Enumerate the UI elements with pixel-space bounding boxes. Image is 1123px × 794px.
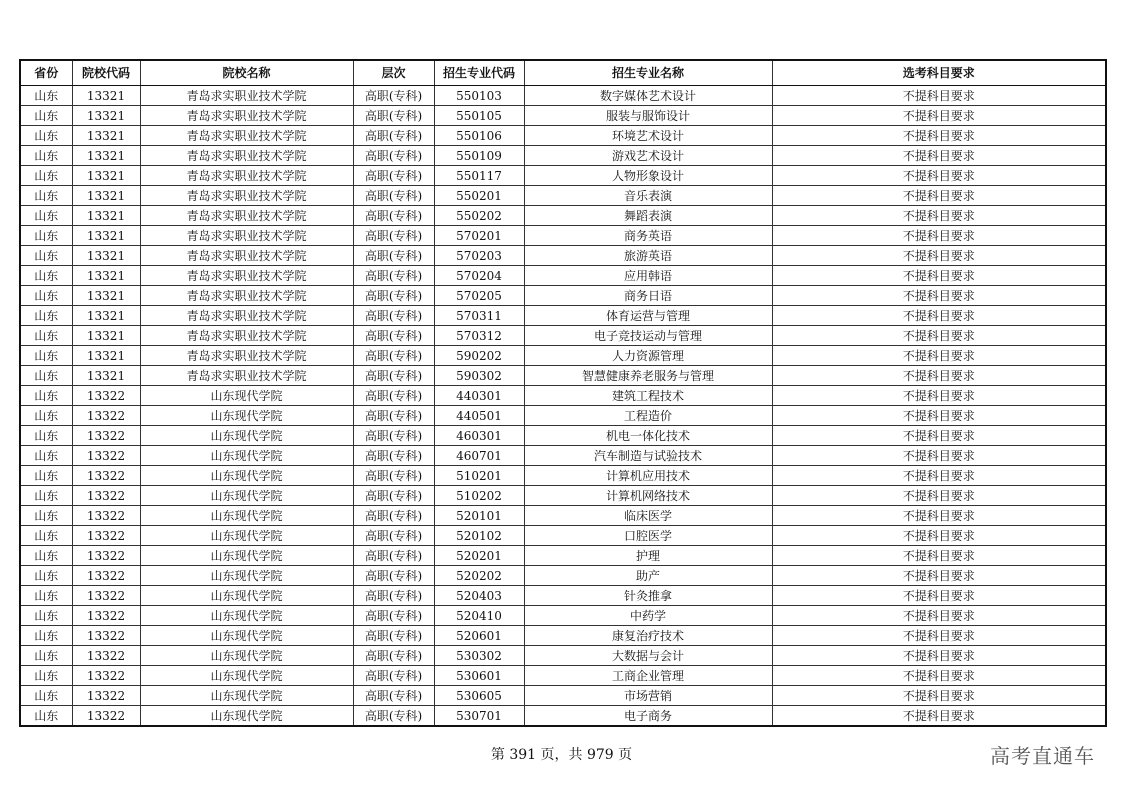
- watermark-logo: 高考直通车: [990, 744, 1095, 768]
- header-level: 层次: [353, 60, 434, 86]
- table-row: [20, 166, 1106, 186]
- cell-level: 高职(专科): [353, 186, 434, 206]
- table-row: [20, 526, 1106, 546]
- cell-school-code: 13321: [72, 146, 140, 166]
- cell-province: 山东: [20, 386, 72, 406]
- cell-major-name: 应用韩语: [524, 266, 772, 286]
- cell-level: 高职(专科): [353, 146, 434, 166]
- table-row: [20, 326, 1106, 346]
- cell-major-name: 体育运营与管理: [524, 306, 772, 326]
- cell-province: 山东: [20, 106, 72, 126]
- cell-school-code: 13322: [72, 386, 140, 406]
- cell-school-code: 13322: [72, 526, 140, 546]
- cell-major-code: 510202: [434, 486, 524, 506]
- table-row: [20, 106, 1106, 126]
- cell-major-code: 530605: [434, 686, 524, 706]
- cell-province: 山东: [20, 606, 72, 626]
- cell-level: 高职(专科): [353, 86, 434, 106]
- cell-school-name: 青岛求实职业技术学院: [140, 366, 353, 386]
- cell-major-code: 550105: [434, 106, 524, 126]
- cell-school-code: 13321: [72, 166, 140, 186]
- cell-major-code: 460701: [434, 446, 524, 466]
- table-row: [20, 666, 1106, 686]
- cell-major-code: 550202: [434, 206, 524, 226]
- cell-province: 山东: [20, 186, 72, 206]
- cell-major-name: 音乐表演: [524, 186, 772, 206]
- cell-school-code: 13321: [72, 226, 140, 246]
- cell-subject-requirement: 不提科目要求: [772, 646, 1106, 666]
- cell-subject-requirement: 不提科目要求: [772, 166, 1106, 186]
- cell-subject-requirement: 不提科目要求: [772, 506, 1106, 526]
- cell-subject-requirement: 不提科目要求: [772, 526, 1106, 546]
- cell-school-name: 山东现代学院: [140, 426, 353, 446]
- cell-level: 高职(专科): [353, 266, 434, 286]
- cell-school-name: 山东现代学院: [140, 606, 353, 626]
- cell-major-name: 数字媒体艺术设计: [524, 86, 772, 106]
- cell-school-code: 13321: [72, 86, 140, 106]
- cell-major-name: 环境艺术设计: [524, 126, 772, 146]
- cell-major-code: 520201: [434, 546, 524, 566]
- cell-school-name: 山东现代学院: [140, 446, 353, 466]
- cell-level: 高职(专科): [353, 446, 434, 466]
- cell-major-code: 520403: [434, 586, 524, 606]
- cell-level: 高职(专科): [353, 706, 434, 727]
- cell-school-name: 山东现代学院: [140, 406, 353, 426]
- cell-province: 山东: [20, 706, 72, 727]
- table-row: [20, 566, 1106, 586]
- header-school-code: 院校代码: [72, 60, 140, 86]
- cell-major-name: 市场营销: [524, 686, 772, 706]
- cell-level: 高职(专科): [353, 486, 434, 506]
- cell-level: 高职(专科): [353, 466, 434, 486]
- cell-province: 山东: [20, 466, 72, 486]
- cell-subject-requirement: 不提科目要求: [772, 406, 1106, 426]
- cell-major-code: 510201: [434, 466, 524, 486]
- cell-major-code: 550106: [434, 126, 524, 146]
- cell-subject-requirement: 不提科目要求: [772, 446, 1106, 466]
- cell-major-code: 520601: [434, 626, 524, 646]
- cell-province: 山东: [20, 526, 72, 546]
- cell-school-code: 13322: [72, 546, 140, 566]
- cell-major-name: 临床医学: [524, 506, 772, 526]
- page-number: 第 391 页，共 979 页: [490, 747, 633, 763]
- table-row: [20, 546, 1106, 566]
- cell-level: 高职(专科): [353, 246, 434, 266]
- cell-major-code: 520202: [434, 566, 524, 586]
- cell-province: 山东: [20, 326, 72, 346]
- cell-major-code: 570203: [434, 246, 524, 266]
- cell-school-code: 13321: [72, 286, 140, 306]
- cell-school-code: 13322: [72, 426, 140, 446]
- cell-major-name: 电子商务: [524, 706, 772, 727]
- cell-level: 高职(专科): [353, 666, 434, 686]
- cell-major-code: 570205: [434, 286, 524, 306]
- cell-school-name: 青岛求实职业技术学院: [140, 166, 353, 186]
- cell-major-code: 440301: [434, 386, 524, 406]
- cell-major-name: 工商企业管理: [524, 666, 772, 686]
- cell-province: 山东: [20, 566, 72, 586]
- cell-school-name: 山东现代学院: [140, 646, 353, 666]
- table-row: [20, 346, 1106, 366]
- cell-province: 山东: [20, 546, 72, 566]
- cell-major-name: 中药学: [524, 606, 772, 626]
- cell-school-name: 青岛求实职业技术学院: [140, 86, 353, 106]
- cell-level: 高职(专科): [353, 226, 434, 246]
- cell-school-name: 山东现代学院: [140, 506, 353, 526]
- cell-school-code: 13321: [72, 186, 140, 206]
- cell-subject-requirement: 不提科目要求: [772, 426, 1106, 446]
- table-row: [20, 486, 1106, 506]
- cell-province: 山东: [20, 686, 72, 706]
- cell-level: 高职(专科): [353, 386, 434, 406]
- table-row: [20, 366, 1106, 386]
- cell-school-name: 青岛求实职业技术学院: [140, 126, 353, 146]
- cell-major-name: 针灸推拿: [524, 586, 772, 606]
- cell-level: 高职(专科): [353, 586, 434, 606]
- cell-subject-requirement: 不提科目要求: [772, 666, 1106, 686]
- cell-major-name: 舞蹈表演: [524, 206, 772, 226]
- table-body: [20, 86, 1106, 727]
- cell-subject-requirement: 不提科目要求: [772, 126, 1106, 146]
- cell-major-code: 530601: [434, 666, 524, 686]
- cell-school-name: 山东现代学院: [140, 706, 353, 727]
- cell-province: 山东: [20, 626, 72, 646]
- cell-major-name: 服装与服饰设计: [524, 106, 772, 126]
- cell-school-code: 13322: [72, 706, 140, 727]
- cell-level: 高职(专科): [353, 366, 434, 386]
- cell-subject-requirement: 不提科目要求: [772, 266, 1106, 286]
- table-row: [20, 646, 1106, 666]
- cell-province: 山东: [20, 286, 72, 306]
- cell-level: 高职(专科): [353, 166, 434, 186]
- cell-major-name: 工程造价: [524, 406, 772, 426]
- cell-school-code: 13322: [72, 606, 140, 626]
- cell-major-name: 机电一体化技术: [524, 426, 772, 446]
- cell-province: 山东: [20, 406, 72, 426]
- cell-subject-requirement: 不提科目要求: [772, 586, 1106, 606]
- cell-major-code: 570204: [434, 266, 524, 286]
- cell-major-name: 汽车制造与试验技术: [524, 446, 772, 466]
- cell-school-name: 山东现代学院: [140, 666, 353, 686]
- cell-level: 高职(专科): [353, 306, 434, 326]
- cell-school-code: 13322: [72, 666, 140, 686]
- header-school-name: 院校名称: [140, 60, 353, 86]
- cell-major-name: 计算机应用技术: [524, 466, 772, 486]
- cell-school-code: 13321: [72, 306, 140, 326]
- table-row: [20, 246, 1106, 266]
- cell-major-name: 康复治疗技术: [524, 626, 772, 646]
- cell-subject-requirement: 不提科目要求: [772, 106, 1106, 126]
- table-header-row: [20, 60, 1106, 86]
- table-row: [20, 206, 1106, 226]
- cell-school-name: 青岛求实职业技术学院: [140, 246, 353, 266]
- cell-level: 高职(专科): [353, 686, 434, 706]
- cell-subject-requirement: 不提科目要求: [772, 486, 1106, 506]
- header-province: 省份: [20, 60, 72, 86]
- cell-major-name: 游戏艺术设计: [524, 146, 772, 166]
- cell-subject-requirement: 不提科目要求: [772, 286, 1106, 306]
- cell-major-code: 460301: [434, 426, 524, 446]
- cell-subject-requirement: 不提科目要求: [772, 326, 1106, 346]
- cell-major-name: 人物形象设计: [524, 166, 772, 186]
- cell-school-code: 13321: [72, 126, 140, 146]
- cell-major-name: 商务英语: [524, 226, 772, 246]
- cell-subject-requirement: 不提科目要求: [772, 206, 1106, 226]
- cell-school-code: 13321: [72, 106, 140, 126]
- cell-school-name: 山东现代学院: [140, 626, 353, 646]
- cell-school-name: 山东现代学院: [140, 486, 353, 506]
- cell-subject-requirement: 不提科目要求: [772, 386, 1106, 406]
- cell-school-name: 青岛求实职业技术学院: [140, 266, 353, 286]
- table-row: [20, 146, 1106, 166]
- cell-major-code: 570311: [434, 306, 524, 326]
- table-row: [20, 226, 1106, 246]
- cell-school-code: 13321: [72, 266, 140, 286]
- table-row: [20, 86, 1106, 106]
- cell-major-code: 550201: [434, 186, 524, 206]
- cell-level: 高职(专科): [353, 426, 434, 446]
- cell-province: 山东: [20, 586, 72, 606]
- cell-school-name: 青岛求实职业技术学院: [140, 326, 353, 346]
- header-major-code: 招生专业代码: [434, 60, 524, 86]
- cell-subject-requirement: 不提科目要求: [772, 566, 1106, 586]
- cell-school-code: 13322: [72, 686, 140, 706]
- cell-major-name: 大数据与会计: [524, 646, 772, 666]
- cell-subject-requirement: 不提科目要求: [772, 306, 1106, 326]
- cell-school-name: 山东现代学院: [140, 546, 353, 566]
- cell-subject-requirement: 不提科目要求: [772, 606, 1106, 626]
- cell-major-name: 口腔医学: [524, 526, 772, 546]
- cell-province: 山东: [20, 646, 72, 666]
- cell-level: 高职(专科): [353, 526, 434, 546]
- cell-province: 山东: [20, 166, 72, 186]
- cell-major-name: 智慧健康养老服务与管理: [524, 366, 772, 386]
- table-row: [20, 446, 1106, 466]
- cell-school-name: 山东现代学院: [140, 566, 353, 586]
- admission-table: [19, 59, 1107, 727]
- cell-school-name: 山东现代学院: [140, 386, 353, 406]
- table-row: [20, 306, 1106, 326]
- table-row: [20, 606, 1106, 626]
- cell-province: 山东: [20, 306, 72, 326]
- cell-subject-requirement: 不提科目要求: [772, 466, 1106, 486]
- cell-province: 山东: [20, 146, 72, 166]
- cell-major-code: 530302: [434, 646, 524, 666]
- cell-school-code: 13321: [72, 246, 140, 266]
- cell-school-code: 13322: [72, 486, 140, 506]
- cell-major-name: 助产: [524, 566, 772, 586]
- cell-province: 山东: [20, 206, 72, 226]
- cell-school-name: 青岛求实职业技术学院: [140, 106, 353, 126]
- cell-school-name: 山东现代学院: [140, 686, 353, 706]
- cell-school-name: 山东现代学院: [140, 586, 353, 606]
- table-row: [20, 506, 1106, 526]
- cell-major-name: 商务日语: [524, 286, 772, 306]
- cell-province: 山东: [20, 446, 72, 466]
- table-row: [20, 126, 1106, 146]
- cell-province: 山东: [20, 86, 72, 106]
- cell-subject-requirement: 不提科目要求: [772, 226, 1106, 246]
- cell-major-name: 电子竞技运动与管理: [524, 326, 772, 346]
- cell-major-code: 520410: [434, 606, 524, 626]
- cell-school-name: 青岛求实职业技术学院: [140, 346, 353, 366]
- cell-major-code: 550103: [434, 86, 524, 106]
- cell-major-code: 520101: [434, 506, 524, 526]
- cell-major-name: 旅游英语: [524, 246, 772, 266]
- cell-level: 高职(专科): [353, 286, 434, 306]
- cell-subject-requirement: 不提科目要求: [772, 366, 1106, 386]
- cell-major-code: 440501: [434, 406, 524, 426]
- cell-level: 高职(专科): [353, 546, 434, 566]
- cell-school-name: 青岛求实职业技术学院: [140, 286, 353, 306]
- cell-school-code: 13321: [72, 346, 140, 366]
- cell-province: 山东: [20, 246, 72, 266]
- cell-school-code: 13321: [72, 326, 140, 346]
- cell-school-name: 青岛求实职业技术学院: [140, 306, 353, 326]
- cell-level: 高职(专科): [353, 646, 434, 666]
- cell-province: 山东: [20, 486, 72, 506]
- cell-school-name: 青岛求实职业技术学院: [140, 206, 353, 226]
- table-row: [20, 386, 1106, 406]
- cell-major-code: 550117: [434, 166, 524, 186]
- table-row: [20, 466, 1106, 486]
- cell-major-code: 570312: [434, 326, 524, 346]
- table-row: [20, 266, 1106, 286]
- cell-level: 高职(专科): [353, 126, 434, 146]
- cell-subject-requirement: 不提科目要求: [772, 186, 1106, 206]
- cell-level: 高职(专科): [353, 506, 434, 526]
- cell-province: 山东: [20, 506, 72, 526]
- cell-level: 高职(专科): [353, 346, 434, 366]
- cell-major-code: 530701: [434, 706, 524, 727]
- table-row: [20, 286, 1106, 306]
- cell-subject-requirement: 不提科目要求: [772, 626, 1106, 646]
- cell-major-code: 520102: [434, 526, 524, 546]
- cell-school-name: 青岛求实职业技术学院: [140, 186, 353, 206]
- cell-subject-requirement: 不提科目要求: [772, 546, 1106, 566]
- cell-province: 山东: [20, 346, 72, 366]
- cell-level: 高职(专科): [353, 406, 434, 426]
- cell-level: 高职(专科): [353, 566, 434, 586]
- cell-subject-requirement: 不提科目要求: [772, 146, 1106, 166]
- cell-major-code: 570201: [434, 226, 524, 246]
- cell-province: 山东: [20, 226, 72, 246]
- cell-school-name: 青岛求实职业技术学院: [140, 146, 353, 166]
- cell-subject-requirement: 不提科目要求: [772, 86, 1106, 106]
- cell-subject-requirement: 不提科目要求: [772, 246, 1106, 266]
- cell-school-name: 青岛求实职业技术学院: [140, 226, 353, 246]
- cell-subject-requirement: 不提科目要求: [772, 686, 1106, 706]
- table-row: [20, 626, 1106, 646]
- cell-level: 高职(专科): [353, 626, 434, 646]
- table-row: [20, 186, 1106, 206]
- cell-level: 高职(专科): [353, 606, 434, 626]
- cell-school-code: 13321: [72, 206, 140, 226]
- cell-school-code: 13322: [72, 646, 140, 666]
- cell-level: 高职(专科): [353, 206, 434, 226]
- cell-major-code: 590202: [434, 346, 524, 366]
- cell-subject-requirement: 不提科目要求: [772, 706, 1106, 727]
- cell-school-code: 13322: [72, 406, 140, 426]
- cell-province: 山东: [20, 666, 72, 686]
- table-row: [20, 686, 1106, 706]
- cell-major-code: 550109: [434, 146, 524, 166]
- cell-school-code: 13322: [72, 566, 140, 586]
- cell-school-code: 13322: [72, 446, 140, 466]
- cell-school-code: 13322: [72, 506, 140, 526]
- cell-province: 山东: [20, 126, 72, 146]
- cell-school-name: 山东现代学院: [140, 466, 353, 486]
- table-row: [20, 706, 1106, 727]
- table-row: [20, 406, 1106, 426]
- cell-province: 山东: [20, 426, 72, 446]
- cell-subject-requirement: 不提科目要求: [772, 346, 1106, 366]
- cell-school-code: 13321: [72, 366, 140, 386]
- cell-major-name: 护理: [524, 546, 772, 566]
- cell-level: 高职(专科): [353, 326, 434, 346]
- cell-school-name: 山东现代学院: [140, 526, 353, 546]
- cell-level: 高职(专科): [353, 106, 434, 126]
- cell-school-code: 13322: [72, 626, 140, 646]
- table-row: [20, 586, 1106, 606]
- cell-major-name: 建筑工程技术: [524, 386, 772, 406]
- cell-school-code: 13322: [72, 586, 140, 606]
- cell-province: 山东: [20, 366, 72, 386]
- header-subject-requirement: 选考科目要求: [772, 60, 1106, 86]
- table-row: [20, 426, 1106, 446]
- cell-school-code: 13322: [72, 466, 140, 486]
- cell-province: 山东: [20, 266, 72, 286]
- header-major-name: 招生专业名称: [524, 60, 772, 86]
- cell-major-name: 计算机网络技术: [524, 486, 772, 506]
- cell-major-code: 590302: [434, 366, 524, 386]
- cell-major-name: 人力资源管理: [524, 346, 772, 366]
